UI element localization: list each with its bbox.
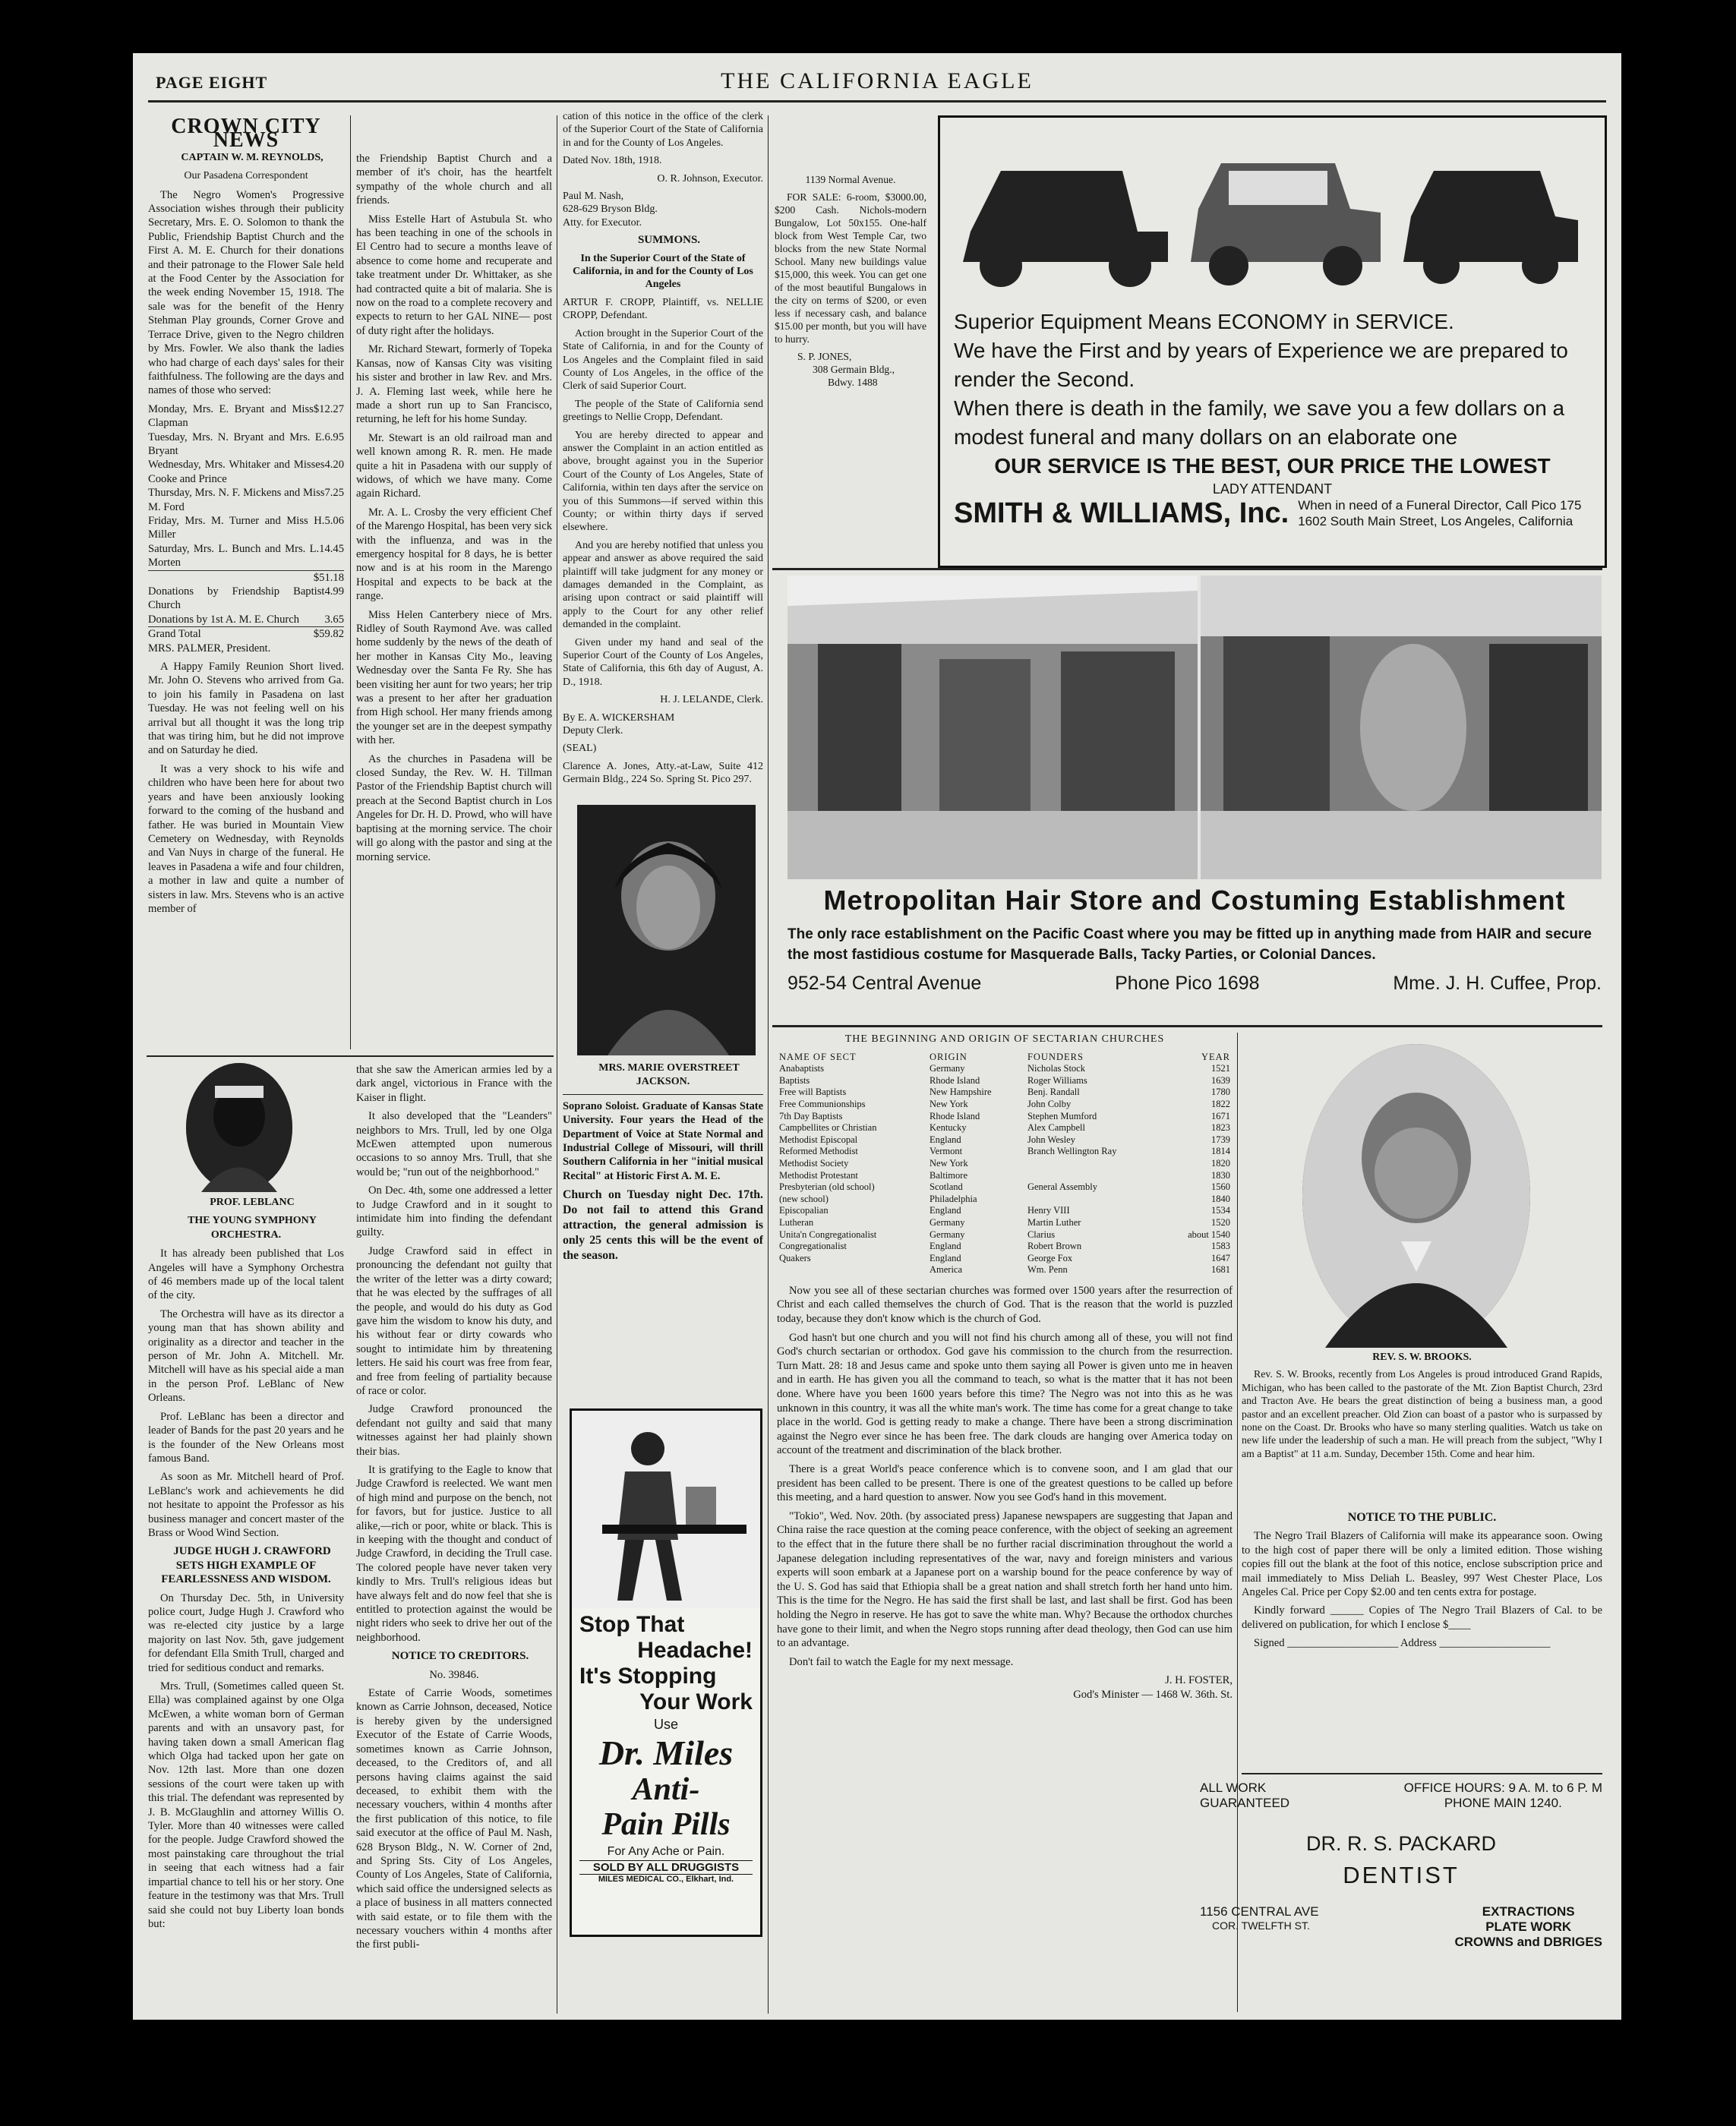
crown-para: Mr. A. L. Crosby the very efficient Chef of the Marengo Hospital, has been very sick with the influenza, and was in the emergency hospital for 8 days, he is better now and is at his room in the Marengo Hospital and expects to be back at the range. bbox=[356, 506, 552, 603]
dentist-addr-1: 1156 CENTRAL AVE bbox=[1200, 1904, 1319, 1919]
ledger-total: Grand Total $59.82 bbox=[148, 628, 344, 641]
table-cell: Vermont bbox=[930, 1146, 963, 1157]
article-para: It also developed that the "Leanders" neighbors to Mrs. Trull, led by one Olga McEwen attempted upon numerous occasions to so annoy Mrs. Trull, that she would be; "run out of the neighborhood." bbox=[356, 1110, 552, 1178]
table-cell: 1560 bbox=[1211, 1181, 1230, 1193]
table-cell: New York bbox=[930, 1098, 968, 1109]
crown-para: Mr. Stewart is an old railroad man and well known among R. R. men. He made quite a hit in Pasadena with our supply of widows, of which we have many. Come again Richard. bbox=[356, 431, 552, 500]
page-number: PAGE EIGHT bbox=[156, 73, 268, 92]
man-with-headache-icon bbox=[572, 1411, 760, 1608]
article-para: Mrs. Trull, (Sometimes called queen St. Ella) was complained against by one Olga McEwen, a white woman born of German parents and with an unsavory past, for having taken down a small American flag which Olga had tacked upon her gate on Nov. 12th last. More than one dozen sessions of the court were taken up with this trial. The defendant was represented by J. B. McGlaughlin and attorney Willis O. Tyler. More than 40 witnesses were called for the people. Judge Crawford showed the most painstaking care throughout the trial in seeing that each witness had a fair impartial chance to tell his or her story. One feature in the testimony was that Mrs. Trull said she could not buy Liberty loan bonds but: bbox=[148, 1680, 344, 1930]
legal-attorney-2: Clarence A. Jones, Atty.-at-Law, Suite 412 Germain Bldg., 224 So. Spring St. Pico 297. bbox=[563, 760, 763, 786]
table-cell: America bbox=[930, 1264, 963, 1276]
miles-sold: SOLD BY ALL DRUGGISTS bbox=[579, 1860, 753, 1875]
miles-brand-3: Pain Pills bbox=[601, 1807, 731, 1842]
table-row bbox=[777, 1253, 1233, 1265]
summons-case: ARTUR F. CROPP, Plaintiff, vs. NELLIE CROPP, Defendant. bbox=[563, 296, 763, 322]
store-interior-icon bbox=[1201, 576, 1602, 879]
dentist-phone: PHONE MAIN 1240. bbox=[1444, 1796, 1562, 1810]
hair-store-phone: Phone Pico 1698 bbox=[1115, 973, 1260, 994]
article-para: Judge Crawford said in effect in pronouncing the defendant not guilty that the writer of the letter was a dirty coward; that he was elected by the suffrages of all the people, and would do his duty as God gave him the wisdom to know his duty, and his without fear or dirty cowards who sought to intimidate him by threatening letters. He said his court was free from fear, and free from feeling of partiality because of race or color. bbox=[356, 1244, 552, 1397]
legal-attorney-addr: 628-629 Bryson Bldg. bbox=[563, 203, 658, 216]
table-cell: Roger Williams bbox=[1027, 1074, 1087, 1086]
real-estate-text: FOR SALE: 6-room, $3000.00, $200 Cash. Nichols-modern Bungalow, Lot 50x155. One-half block from West Temple Car, two blocks from the new State Normal School. Many new buildings value $15,000, this week. You can get one of the most beautiful Bungalows in the city on terms of $200, or even less if necessary cash, and balance $15.00 per month, but you will have to hurry. bbox=[775, 191, 926, 345]
table-cell: 1739 bbox=[1211, 1134, 1230, 1145]
flower-sale-ledger bbox=[148, 402, 344, 642]
miles-brand-2: Anti- bbox=[632, 1772, 700, 1807]
ledger-row: Tuesday, Mrs. N. Bryant and Mrs. E. Bryant 6.95 bbox=[148, 431, 344, 457]
legal-para: You are hereby directed to appear and answer the Complaint in an action entitled as above, brought against you in the Superior Court of the County of Los Angeles, State of California, within ten days after the service on you of this Summons—if served within this County; or within thirty days if served elsewhere. bbox=[563, 429, 763, 534]
hair-store-interior-right bbox=[1201, 576, 1602, 879]
sects-signature-address: God's Minister — 1468 W. 36th. St. bbox=[1073, 1688, 1233, 1701]
ledger-row: Friday, Mrs. M. Turner and Miss H. Miller 5.06 bbox=[148, 514, 344, 541]
leblanc-caption: PROF. LEBLANC bbox=[210, 1197, 295, 1208]
table-cell: England bbox=[930, 1241, 961, 1252]
table-cell: 1840 bbox=[1211, 1193, 1230, 1204]
table-row bbox=[777, 1264, 1233, 1276]
notice-text: The Negro Trail Blazers of California will make its appearance soon. Owing to the high cost of paper there will be only a limited edition. Those wishing copies fill out the blank at the foot of this notice, enclose subscription price and mail immediately to Miss Deliah L. Beasley, 997 West Chester Place, Los Angeles Cal. Price per Copy $2.00 and ten cents extra for postage. bbox=[1242, 1530, 1602, 1599]
ledger-row: Saturday, Mrs. L. Bunch and Mrs. L. Morten 14.45 bbox=[148, 542, 344, 569]
sectarian-article bbox=[777, 1033, 1233, 2012]
crown-city-title: CROWN CITY NEWS bbox=[171, 115, 321, 153]
table-cell: 1823 bbox=[1211, 1122, 1230, 1134]
article-para: As soon as Mr. Mitchell heard of Prof. LeBlanc's work and achievements he did not hesitate to appoint the Professor as his business manager and concert master of the Brass or Wood Wind Section. bbox=[148, 1471, 344, 1539]
prof-leblanc-portrait bbox=[186, 1063, 292, 1192]
crown-para: A Happy Family Reunion Short lived. Mr. John O. Stevens who arrived from Ga. to join his family in Pasadena on last Tuesday. He was not feeling well on his arrival but all thought it was the long trip that was tiring him, but he did not improve and on Saturday he died. bbox=[148, 661, 344, 757]
dentist-service-2: PLATE WORK bbox=[1485, 1919, 1572, 1934]
ledger-subtotal: $51.18 bbox=[148, 570, 344, 585]
table-cell: Scotland bbox=[930, 1181, 963, 1193]
table-cell: Henry VIII bbox=[1027, 1205, 1070, 1216]
table-cell: Rhode Island bbox=[930, 1074, 980, 1086]
crown-city-column-2 bbox=[356, 152, 552, 1052]
leblanc-column bbox=[148, 1196, 344, 2012]
legal-deputy-role: Deputy Clerk. bbox=[563, 725, 623, 737]
ledger-row: Thursday, Mrs. N. F. Mickens and Miss M. Ford 7.25 bbox=[148, 487, 344, 513]
table-cell: Campbellites or Christian bbox=[779, 1122, 877, 1134]
table-cell: Robert Brown bbox=[1027, 1241, 1082, 1252]
table-cell: John Wesley bbox=[1027, 1134, 1075, 1145]
portrait-icon bbox=[186, 1063, 292, 1192]
dentist-ad bbox=[1200, 1781, 1602, 2012]
crown-para: the Friendship Baptist Church and a member of it's choir, has the heartfelt sympathy of the whole church and all friends. bbox=[356, 153, 552, 207]
table-cell: Lutheran bbox=[779, 1216, 814, 1228]
column-rule bbox=[350, 115, 351, 1049]
legal-para: The people of the State of California send greetings to Nellie Cropp, Defendant. bbox=[563, 398, 763, 424]
section-rule bbox=[772, 1025, 1602, 1027]
newspaper-title: THE CALIFORNIA EAGLE bbox=[721, 68, 1034, 93]
smith-williams-ad bbox=[938, 115, 1607, 568]
portrait-icon bbox=[1302, 1044, 1530, 1348]
smith-line-3: When there is death in the family, we save you a few dollars on a modest funeral and many dollars on an elaborate one bbox=[954, 396, 1565, 449]
judge-heading: JUDGE HUGH J. CRAWFORD SETS HIGH EXAMPLE OF FEARLESSNESS AND WISDOM. bbox=[161, 1545, 331, 1586]
dentist-hours: OFFICE HOURS: 9 A. M. to 6 P. M bbox=[1403, 1781, 1602, 1795]
table-row bbox=[777, 1063, 1233, 1075]
table-cell: 1520 bbox=[1211, 1216, 1230, 1228]
article-para: It has already been published that Los Angeles will have a Symphony Orchestra of 46 members made up of the local talent of the city. bbox=[148, 1248, 344, 1302]
sects-para: Now you see all of these sectarian churches was formed over 1500 years after the resurrection of Christ and each called themselves the church of God. That is the reason that the world is puzzled today, because they don't know which is the church of God. bbox=[777, 1284, 1233, 1326]
notice-form: Kindly forward ______ Copies of The Negro Trail Blazers of Cal. to be delivered on publication, for which I enclose $____ bbox=[1242, 1604, 1602, 1631]
table-cell: Philadelphia bbox=[930, 1193, 977, 1204]
sects-signature: J. H. FOSTER, bbox=[1165, 1674, 1233, 1687]
legal-para: cation of this notice in the office of the clerk of the Superior Court of the State of California in and for the County of Los Angeles. bbox=[563, 111, 763, 149]
miles-tag: For Any Ache or Pain. bbox=[607, 1845, 725, 1858]
crown-para: As the churches in Pasadena will be closed Sunday, the Rev. W. H. Tillman Pastor of the Friendship Baptist church will preach at the Second Baptist church in Los Angeles for Dr. H. D. Prowd, who will have baptising at the morning service. The choir will go along with the pastor and sing at the morning service. bbox=[356, 752, 552, 863]
hair-store-prop: Mme. J. H. Cuffee, Prop. bbox=[1393, 973, 1602, 994]
table-row bbox=[777, 1075, 1233, 1087]
funeral-cars-icon bbox=[940, 118, 1605, 304]
legal-attorney: Paul M. Nash, bbox=[563, 191, 624, 203]
ledger-row: Donations by Friendship Baptist Church 4.99 bbox=[148, 585, 344, 612]
miles-headline-3: It's Stopping bbox=[579, 1664, 717, 1689]
legal-seal: (SEAL) bbox=[563, 743, 597, 755]
article-para: The Orchestra will have as its director a young man that has shown ability and originality as a director and teacher in the person of Mr. John A. Mitchell. Mr. Mitchell will have as his special aide a man in the person Prof. LeBlanc of New Orleans. bbox=[148, 1307, 344, 1405]
table-cell: Baltimore bbox=[930, 1169, 967, 1181]
table-cell: England bbox=[930, 1134, 961, 1145]
table-cell: Wm. Penn bbox=[1027, 1264, 1068, 1276]
caption-rule bbox=[563, 1094, 763, 1095]
table-cell: Benj. Randall bbox=[1027, 1087, 1080, 1098]
miles-headline-2: Headache! bbox=[637, 1638, 753, 1663]
table-cell: Rhode Island bbox=[930, 1110, 980, 1121]
newspaper-page bbox=[133, 53, 1621, 2020]
table-cell: 1822 bbox=[1211, 1098, 1230, 1109]
real-estate-sign-2: 308 Germain Bldg., bbox=[813, 364, 895, 375]
table-cell: 1534 bbox=[1211, 1205, 1230, 1216]
brooks-caption: REV. S. W. BROOKS. bbox=[1372, 1351, 1472, 1362]
legal-attorney-role: Atty. for Executor. bbox=[563, 216, 642, 229]
crown-signature: MRS. PALMER, President. bbox=[148, 642, 271, 655]
judge-column bbox=[356, 1063, 552, 2012]
table-cell: 1671 bbox=[1211, 1110, 1230, 1121]
legal-executor: O. R. Johnson, Executor. bbox=[657, 172, 763, 185]
smith-company: SMITH & WILLIAMS, Inc. bbox=[954, 497, 1289, 529]
table-cell: Episcopalian bbox=[779, 1205, 829, 1216]
page-header bbox=[156, 68, 1599, 99]
notice-title: NOTICE TO THE PUBLIC. bbox=[1347, 1511, 1497, 1524]
table-cell: Methodist Protestant bbox=[779, 1169, 858, 1181]
table-cell: 1681 bbox=[1211, 1264, 1230, 1276]
table-header: NAME OF SECT ORIGIN FOUNDERS YEAR bbox=[779, 1051, 1230, 1062]
smith-lady: LADY ATTENDANT bbox=[1212, 481, 1333, 497]
article-para: Prof. LeBlanc has been a director and leader of Bands for the past 20 years and he is the founder of the New Orleans most famous Band. bbox=[148, 1410, 344, 1465]
table-cell: George Fox bbox=[1027, 1252, 1073, 1263]
dentist-service-1: EXTRACTIONS bbox=[1482, 1904, 1575, 1919]
summons-court: In the Superior Court of the State of California, in and for the County of Los Angeles bbox=[573, 252, 753, 291]
legal-deputy: By E. A. WICKERSHAM bbox=[563, 711, 675, 724]
table-cell: England bbox=[930, 1205, 961, 1216]
table-cell: 1814 bbox=[1211, 1146, 1230, 1157]
legal-notices-column bbox=[563, 110, 763, 793]
dentist-service-3: CROWNS and DBRIGES bbox=[1454, 1935, 1602, 1949]
crown-byline: CAPTAIN W. M. REYNOLDS, bbox=[181, 151, 324, 163]
article-para: that she saw the American armies led by a dark angel, victorious in France with the Kaiser in flight. bbox=[356, 1064, 552, 1104]
table-cell: England bbox=[930, 1252, 961, 1263]
table-row bbox=[777, 1146, 1233, 1158]
section-rule bbox=[772, 568, 1602, 570]
table-cell: Clarius bbox=[1027, 1229, 1056, 1240]
table-cell: New Hampshire bbox=[930, 1087, 992, 1098]
crown-para: Mr. Richard Stewart, formerly of Topeka Kansas, now of Kansas City was visiting his sister and brother in law Rev. and Mrs. J. A. Fleming last week, while here he made a short run up to San Francisco, returning, he left for his home Sunday. bbox=[356, 343, 552, 426]
sects-para: "Tokio", Wed. Nov. 20th. (by associated press) Japanese newspapers are suggesting that Japan and China raise the race question at the coming peace conference, with the object of seeking an agreement to the effect that in the future there shall be no further racial discrimination throughout the world a Japanese delegation including representatives of the war, navy and foreign ministers and various experts will soon embark at a Japanese port on a warship bound for the peace conference by way of the U. S. God has said that Ethiopia shall be a great nation and shall stretch forth her hand unto him. This is the time for the Negro. He has said the first shall be last, and last shall be first. God has been holding the Negro in reserve. He has got to save the white man. Why? Because the orthodox churches have gone to their limit, and when the Negro stops running after dead theology, then God can use him to an advantage. bbox=[777, 1509, 1233, 1650]
column-rule bbox=[768, 115, 769, 2014]
article-para: It is gratifying to the Eagle to know that Judge Crawford is reelected. We want men of high mind and purpose on the bench, not for favors, but for justice. Justice to all alike,—rich or poor, white or black. This is in keeping with the thought and conduct of Judge Crawford, in deciding the Trull case. The colored people have never taken very kindly to Mrs. Trull's religious ideas but have always felt and do now feel that she is entitled to protection against the would be night riders who seek to drive her out of the neighborhood. bbox=[356, 1463, 552, 1644]
crown-city-column-1 bbox=[148, 115, 344, 1053]
creditors-number: No. 39846. bbox=[429, 1668, 479, 1681]
table-cell: about 1540 bbox=[1188, 1229, 1230, 1240]
table-cell: Methodist Episcopal bbox=[779, 1134, 858, 1145]
table-cell: Congregationalist bbox=[779, 1241, 847, 1252]
smith-line-1: Superior Equipment Means ECONOMY in SERVICE. bbox=[954, 310, 1454, 333]
legal-para: And you are hereby notified that unless you appear and answer as above required the said plaintiff will take judgment for any money or damages demanded in the Complaint, as arising upon contract or said plaintiff will apply to the Court for any other relief demanded in the complaint. bbox=[563, 539, 763, 631]
real-estate-ad bbox=[775, 173, 926, 538]
crown-byline-sub: Our Pasadena Correspondent bbox=[184, 170, 308, 182]
real-estate-sign-3: Bdwy. 1488 bbox=[828, 377, 878, 388]
table-row bbox=[777, 1241, 1233, 1253]
table-cell: Branch Wellington Ray bbox=[1027, 1146, 1117, 1157]
table-cell: Reformed Methodist bbox=[779, 1146, 858, 1157]
table-cell: Free Communionships bbox=[779, 1098, 866, 1109]
table-row bbox=[777, 1217, 1233, 1229]
legal-para: Given under my hand and seal of the Superior Court of the County of Los Angeles, State of California, this 6th day of August, A. D., 1918. bbox=[563, 636, 763, 688]
orchestra-heading: THE YOUNG SYMPHONY ORCHESTRA. bbox=[188, 1215, 317, 1241]
crown-para: The Negro Women's Progressive Association wishes through their publicity Secretary, Mrs. E. O. Solomon to thank the Public, Friendship Baptist Church and the First A. M. E. Church for their donations and their patronage to the Flower Sale held at the Food Center by the Association for the week ending November 15, 1918. The sale was for the benefit of the Henry Stehman Play grounds, Corner Grove and Terrace Drive, given to the Negro children by Mrs. Fowler. We also thank the ladies who had charge of each days' sales for their faithfulness. The following are the days and names of those who served: bbox=[148, 188, 344, 397]
dentist-name: DR. R. S. PACKARD bbox=[1305, 1832, 1497, 1855]
section-rule bbox=[147, 1055, 554, 1057]
table-cell: Anabaptists bbox=[779, 1063, 825, 1074]
table-row bbox=[777, 1205, 1233, 1217]
table-cell bbox=[1025, 1170, 1163, 1182]
table-row bbox=[777, 1134, 1233, 1147]
portrait-icon bbox=[577, 805, 756, 1055]
sects-para: Don't fail to watch the Eagle for my next message. bbox=[789, 1655, 1014, 1668]
table-cell: 1521 bbox=[1211, 1063, 1230, 1074]
rev-brooks-portrait bbox=[1302, 1044, 1530, 1348]
table-row bbox=[777, 1111, 1233, 1123]
dentist-addr-2: COR. TWELFTH ST. bbox=[1212, 1919, 1310, 1932]
table-cell: 1639 bbox=[1211, 1074, 1230, 1086]
table-cell: General Assembly bbox=[1027, 1181, 1097, 1193]
table-cell: John Colby bbox=[1027, 1098, 1072, 1109]
article-para: On Dec. 4th, some one addressed a letter to Judge Crawford and in it sought to intimidate him into finding the defendant guilty. bbox=[356, 1184, 552, 1239]
table-row bbox=[777, 1122, 1233, 1134]
table-cell: Stephen Mumford bbox=[1027, 1110, 1097, 1121]
table-row bbox=[777, 1170, 1233, 1182]
real-estate-title: 1139 Normal Avenue. bbox=[805, 174, 896, 185]
miles-maker: MILES MEDICAL CO., Elkhart, Ind. bbox=[598, 1875, 734, 1884]
ledger-row: Monday, Mrs. E. Bryant and Miss Clapman $12.27 bbox=[148, 402, 344, 430]
notice-signed: Signed ____________________ Address ____________________ bbox=[1254, 1637, 1551, 1650]
table-cell: Martin Luther bbox=[1027, 1216, 1081, 1228]
table-cell: New York bbox=[930, 1157, 968, 1169]
table-cell: Nicholas Stock bbox=[1027, 1063, 1085, 1074]
marie-column bbox=[563, 1061, 763, 1418]
legal-clerk: H. J. LELANDE, Clerk. bbox=[660, 694, 763, 706]
notice-to-public bbox=[1242, 1511, 1602, 1769]
brooks-article bbox=[1242, 1350, 1602, 1509]
table-cell: Kentucky bbox=[930, 1122, 967, 1134]
ledger-row: Wednesday, Mrs. Whitaker and Misses Cooke and Prince 4.20 bbox=[148, 459, 344, 485]
miles-brand-1: Dr. Miles bbox=[598, 1733, 734, 1772]
section-rule bbox=[1242, 1773, 1602, 1774]
marie-jackson-portrait bbox=[577, 805, 756, 1055]
dentist-work-1: ALL WORK bbox=[1200, 1781, 1267, 1795]
table-cell: Germany bbox=[930, 1063, 965, 1074]
dentist-work-2: GUARANTEED bbox=[1200, 1796, 1290, 1810]
header-rule bbox=[148, 100, 1606, 103]
crown-para: Miss Estelle Hart of Astubula St. who has been teaching in one of the schools in El Centro had to secure a months leave of absence to come home and recuperate and take treatment under Dr. Whittaker, as she had contracted quite a bit of malaria. She is now on the road to a complete recovery and expects to return to her GAL NINE— post of duty right after the holidays. bbox=[356, 213, 552, 337]
marie-caption: MRS. MARIE OVERSTREET JACKSON. bbox=[598, 1062, 740, 1088]
legal-date: Dated Nov. 18th, 1918. bbox=[563, 155, 662, 167]
store-interior-icon bbox=[788, 576, 1198, 879]
dentist-title: DENTIST bbox=[1343, 1862, 1460, 1888]
table-cell: 1780 bbox=[1211, 1087, 1230, 1098]
hair-store-address: 952-54 Central Avenue bbox=[788, 973, 982, 994]
table-cell: Alex Campbell bbox=[1027, 1122, 1085, 1134]
smith-line-2: We have the First and by years of Experience we are prepared to render the Second. bbox=[954, 339, 1568, 391]
creditors-heading: NOTICE TO CREDITORS. bbox=[391, 1650, 529, 1663]
summons-heading: SUMMONS. bbox=[637, 234, 701, 247]
marie-text: Soprano Soloist. Graduate of Kansas State University. Four years the Head of the Department of Voice at State Normal and Industrial College of Missouri, will thrill Southern California in her "initial musical Recital" at Historic First A. M. E. bbox=[563, 1099, 763, 1182]
table-cell: Unita'n Congregationalist bbox=[779, 1229, 877, 1240]
miles-headline-1: Stop That bbox=[579, 1612, 685, 1637]
table-row bbox=[777, 1087, 1233, 1099]
smith-contact-1: When in need of a Funeral Director, Call Pico 175 bbox=[1298, 498, 1582, 513]
table-cell: Quakers bbox=[779, 1252, 811, 1263]
table-row bbox=[777, 1158, 1233, 1170]
table-cell: (new school) bbox=[779, 1193, 829, 1204]
table-cell bbox=[777, 1264, 927, 1276]
sects-title: THE BEGINNING AND ORIGIN OF SECTARIAN CHURCHES bbox=[844, 1033, 1165, 1045]
smith-contact-2: 1602 South Main Street, Los Angeles, California bbox=[1298, 514, 1573, 528]
sects-para: There is a great World's peace conference which is to convene soon, and I am glad that our president has been called to be present. There is one of the greatest questions to be called up before this meeting, and a hard question to answer. Now you see God's hand in this movement. bbox=[777, 1463, 1233, 1504]
marie-recital: Church on Tuesday night Dec. 17th. Do not fail to attend this Grand attraction, the general admission is only 25 cents this will be the event of the season. bbox=[563, 1188, 763, 1263]
table-cell: Germany bbox=[930, 1229, 965, 1240]
crown-para: Miss Helen Canterbery niece of Mrs. Ridley of South Raymond Ave. was called home suddenly by the news of the death of her mother in Kansas City Mo., leaving Wednesday over the Santa Fe Ry. She has been visiting her aunt for two years; her trip was a present to her after her graduation from High school. Her many friends among the younger set are in the deepest sympathy with her. bbox=[356, 608, 552, 747]
table-cell: Free will Baptists bbox=[779, 1087, 847, 1098]
table-cell: 1820 bbox=[1211, 1157, 1230, 1169]
article-para: Judge Crawford pronounced the defendant not guilty and said that many witnesses against her had plainly shown their bias. bbox=[356, 1403, 552, 1458]
table-row bbox=[777, 1194, 1233, 1206]
hair-store-ad bbox=[788, 885, 1602, 1021]
real-estate-sign-1: S. P. JONES, bbox=[797, 351, 852, 362]
hair-store-desc: The only race establishment on the Pacific Coast where you may be fitted up in anything made from HAIR and secure the most fastidious costume for Masquerade Balls, Tacky Parties, or Colonial Dances. bbox=[788, 926, 1592, 963]
table-cell: Methodist Society bbox=[779, 1157, 849, 1169]
dr-miles-ad bbox=[570, 1408, 762, 1937]
table-cell: 1830 bbox=[1211, 1169, 1230, 1181]
brooks-text: Rev. S. W. Brooks, recently from Los Angeles is proud introduced Grand Rapids, Michigan, who has been called to the pastorate of the Mt. Zion Baptist Church, 23rd and Tracton Ave. He bears the great distinction of being a business man, a good pastor and an excellent preacher. Old Zion can boast of a pastor who is surpassed by none on the Coast. Dr. Brooks who have so many sterling qualities. Watch us take on new life under the leadership of such a man. He will preach from the subject, "Why I am a Baptist" at 11 a.m. Sunday, December 15th. Come and hear him. bbox=[1242, 1368, 1602, 1459]
table-row bbox=[777, 1229, 1233, 1241]
article-para: Estate of Carrie Woods, sometimes known as Carrie Johnson, deceased, Notice is hereby given by the undersigned Executor of the Estate of Carrie Woods, sometimes known as Carrie Johnson, deceased, to the Creditors of, and all persons having claims against the said deceased, to exhibit them with the necessary vouchers, within 4 months after the first publication of this notice, to file said executor at the office of Paul M. Nash, 628 Bryson Bldg., N. W. Corner of 2nd, and Spring Sts. City of Los Angeles, County of Los Angeles, State of California, which said office the undersigned selects as a place of business in all matters connected with said estate, or to file them with the necessary vouchers within 4 months after the first publi- bbox=[356, 1687, 552, 1951]
table-row bbox=[777, 1099, 1233, 1111]
miles-headline-4: Your Work bbox=[639, 1689, 753, 1714]
ledger-row: Donations by 1st A. M. E. Church 3.65 bbox=[148, 613, 344, 626]
crown-para: It was a very shock to his wife and children who have been here for about two years and have been anxiously looking forward to the coming of the husband and father. He was buried in Mountain View Cemetery on Wednesday, with Reynolds and Van Nuys in charge of the funeral. He leaves in Pasadena a wife and four children, a mother in law and quite a number of sisters in law. Mrs. Stevens who is an active member of bbox=[148, 762, 344, 915]
smith-slogan: OUR SERVICE IS THE BEST, OUR PRICE THE LOWEST bbox=[994, 454, 1551, 478]
table-cell: 1583 bbox=[1211, 1241, 1230, 1252]
article-para: On Thursday Dec. 5th, in University police court, Judge Hugh J. Crawford who was re-elected city justice by a large majority on last Nov. 5th, gave judgement for defendant Ella Smith Trull, charged and tried for seditious conduct and remarks. bbox=[148, 1591, 344, 1674]
table-cell: Germany bbox=[930, 1216, 965, 1228]
table-cell: Baptists bbox=[779, 1074, 810, 1086]
sects-table bbox=[777, 1052, 1233, 1276]
hair-store-interior-left bbox=[788, 576, 1198, 879]
sects-para: God hasn't but one church and you will not find his church among all of these, you will not find God's church sectarian or orthodox. God gave his commission to the church from the resurrection. Turn Matt. 28: 18 and Jesus came and spoke unto them saying all Power is given unto me in heaven and in earth. He has given you all the command to teach, so what is the matter that it has not been done. Where have you been 1600 years before this time? The Negro was not into this as he was unknown in this country, it was all the white man's work. The time has come for a great change to take place in the world. God is getting ready to make a change. There have been a strong discrimination against the Negro ever since he has been free. The dark clouds are hanging over America today on account of the treatment and discrimination of the black brother. bbox=[777, 1331, 1233, 1457]
hair-store-title: Metropolitan Hair Store and Costuming Establishment bbox=[823, 885, 1566, 916]
miles-use: Use bbox=[653, 1717, 678, 1732]
legal-para: Action brought in the Superior Court of the State of California, in and for the County of Los Angeles and the Complaint filed in said County of Los Angeles, in the office of the Clerk of said Superior Court. bbox=[563, 327, 763, 393]
table-row bbox=[777, 1181, 1233, 1194]
table-cell bbox=[1025, 1194, 1163, 1206]
table-cell: 7th Day Baptists bbox=[779, 1110, 843, 1121]
table-cell: Presbyterian (old school) bbox=[779, 1181, 875, 1193]
table-cell: 1647 bbox=[1211, 1252, 1230, 1263]
table-cell bbox=[1025, 1158, 1163, 1170]
